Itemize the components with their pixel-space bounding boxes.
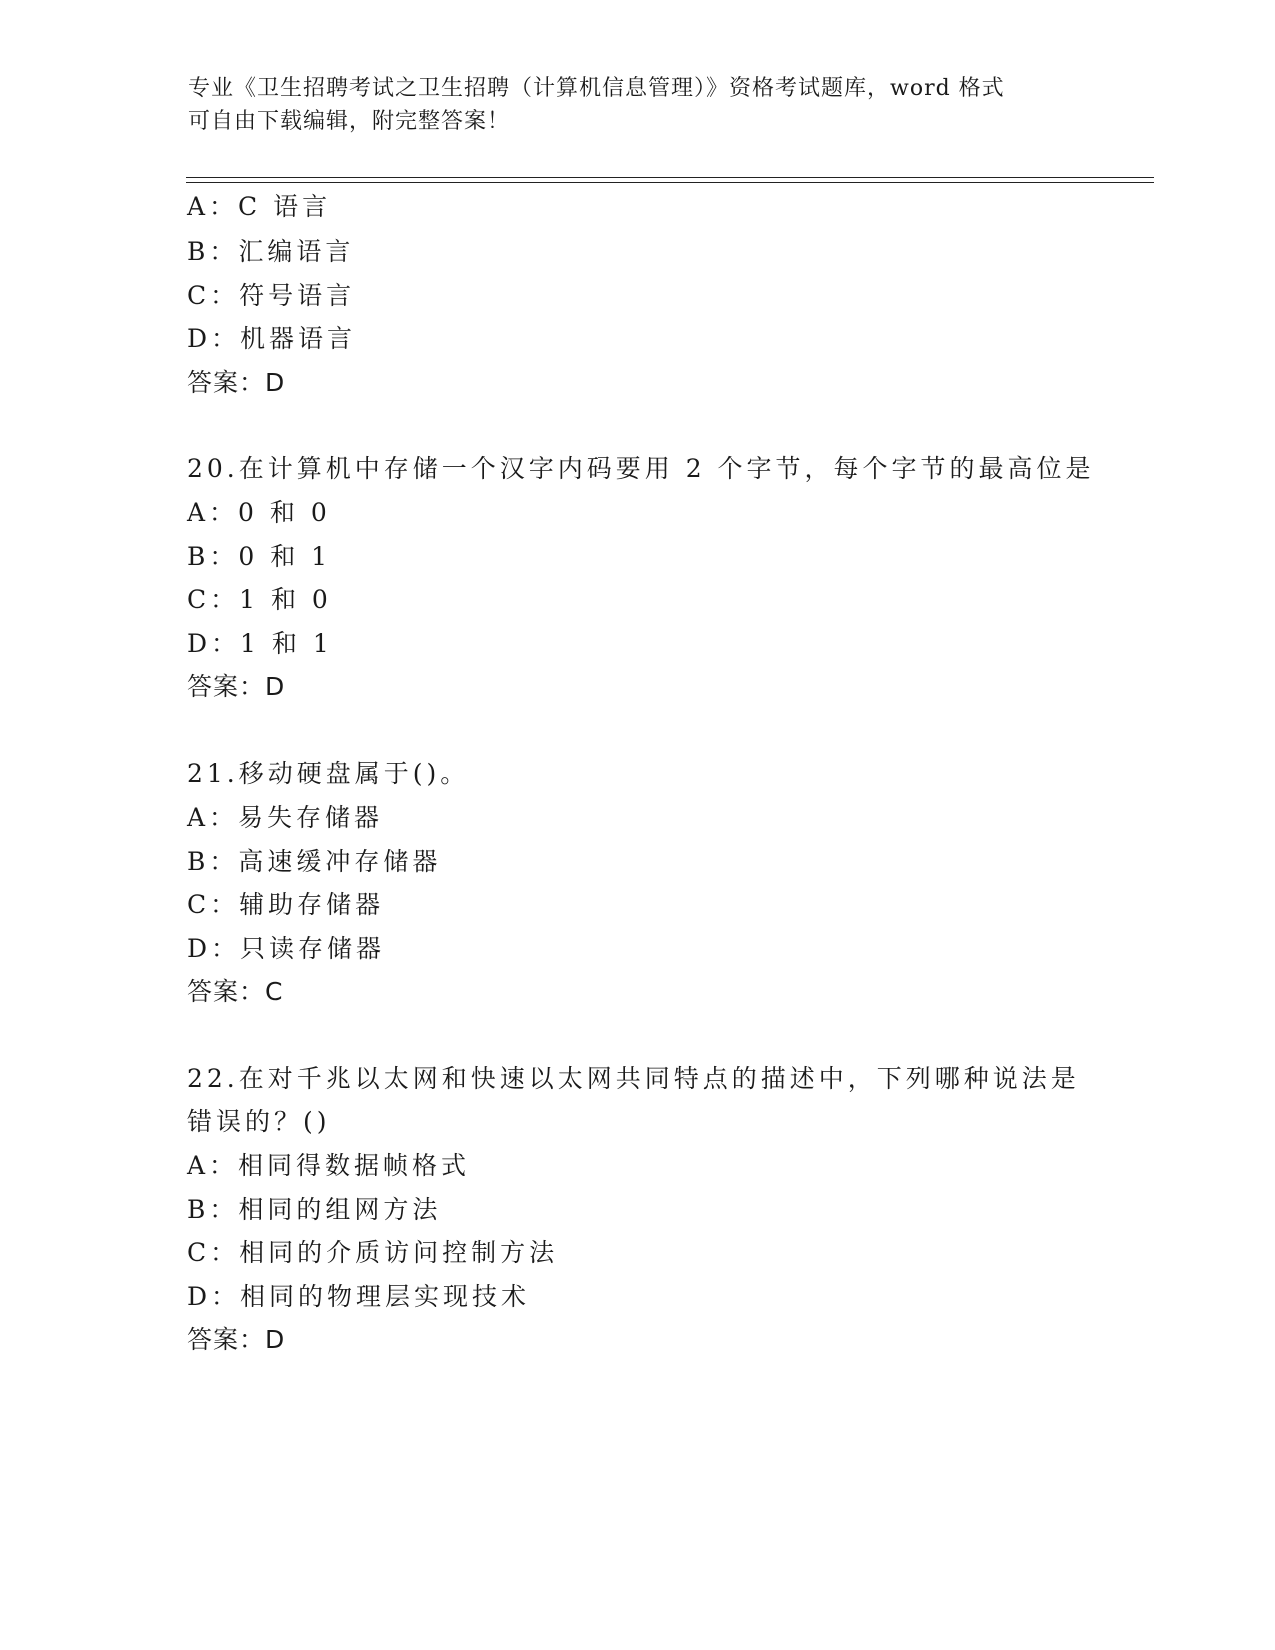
option-d: D：机器语言 [187,324,357,353]
option-a: A：0 和 0 [187,498,331,527]
answer-label: 答案：C [187,977,284,1006]
option-d: D：只读存储器 [187,934,386,963]
option-c: C：辅助存储器 [187,890,385,919]
option-c: C：1 和 0 [187,585,332,614]
option-c: C：相同的介质访问控制方法 [187,1238,559,1267]
header-line-1: 专业《卫生招聘考试之卫生招聘（计算机信息管理）》资格考试题库，word 格式 [188,76,1005,101]
option-b: B：高速缓冲存储器 [187,847,442,876]
option-c: C：符号语言 [187,281,356,310]
question-stem: 21.移动硬盘属于()。 [187,759,470,788]
answer-label: 答案：D [187,368,286,397]
answer-label: 答案：D [187,672,286,701]
option-d: D：相同的物理层实现技术 [187,1282,531,1311]
header-line-2: 可自由下载编辑，附完整答案！ [188,109,511,134]
option-b: B：汇编语言 [187,237,355,266]
document-header [188,72,1068,138]
option-a: A：相同得数据帧格式 [187,1151,471,1180]
option-a: A：C 语言 [187,192,332,221]
option-d: D：1 和 1 [187,629,333,658]
question-stem: 20.在计算机中存储一个汉字内码要用 2 个字节，每个字节的最高位是 [187,454,1095,483]
header-divider-top [186,177,1154,178]
answer-label: 答案：D [187,1325,286,1354]
option-b: B：0 和 1 [187,542,332,571]
question-stem-continued: 错误的？() [187,1107,331,1136]
question-stem: 22.在对千兆以太网和快速以太网共同特点的描述中，下列哪种说法是 [187,1064,1080,1093]
header-divider-bottom [186,182,1154,183]
option-b: B：相同的组网方法 [187,1195,442,1224]
option-a: A：易失存储器 [187,803,384,832]
